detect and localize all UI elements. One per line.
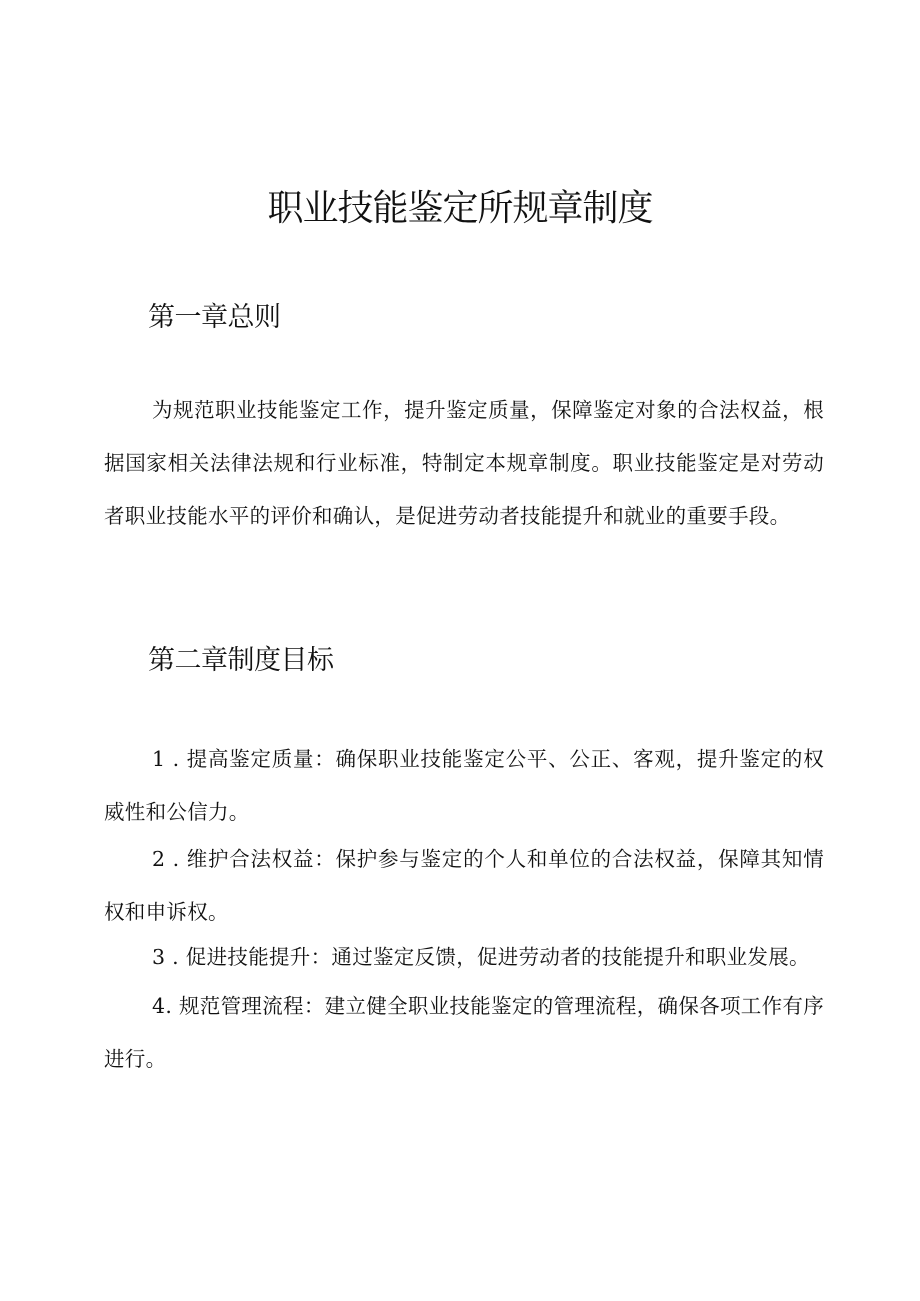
chapter-2-item-2: 2 . 维护合法权益：保护参与鉴定的个人和单位的合法权益，保障其知情权和申诉权。 xyxy=(104,847,824,924)
chapter-2-item-1: 1 . 提高鉴定质量：确保职业技能鉴定公平、公正、客观，提升鉴定的权威性和公信力。 xyxy=(104,747,824,824)
chapter-1-paragraph: 为规范职业技能鉴定工作，提升鉴定质量，保障鉴定对象的合法权益，根据国家相关法律法规和行业标准，特制定本规章制度。职业技能鉴定是对劳动者职业技能水平的评价和确认，是促进劳动者技能提升和就业的重要手段。 xyxy=(104,398,824,528)
chapter-2-item-3: 3 . 促进技能提升：通过鉴定反馈，促进劳动者的技能提升和职业发展。 xyxy=(152,945,810,969)
document-title: 职业技能鉴定所规章制度 xyxy=(267,188,653,229)
chapter-1-heading: 第一章总则 xyxy=(148,302,281,333)
chapter-2-item-4: 4. 规范管理流程：建立健全职业技能鉴定的管理流程，确保各项工作有序进行。 xyxy=(104,994,824,1071)
chapter-2-heading: 第二章制度目标 xyxy=(148,645,334,676)
